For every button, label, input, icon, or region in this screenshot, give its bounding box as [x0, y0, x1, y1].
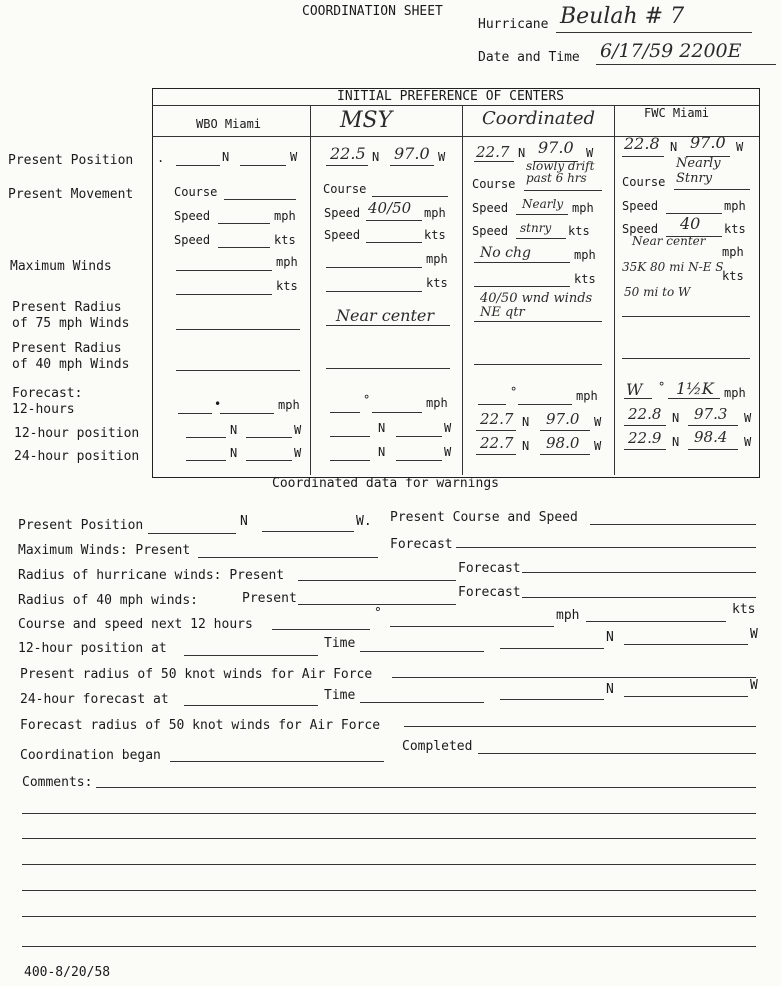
fwc-pos24-lat: 22.9 — [628, 429, 662, 447]
fwc-pos12-lat: 22.8 — [628, 405, 662, 423]
coord-pos-lon: 97.0 — [538, 138, 574, 157]
radius-hurricane-forecast-label: Forecast — [458, 561, 521, 576]
row-radius75-1: Present Radius — [12, 300, 122, 315]
course-speed-12-label: Course and speed next 12 hours — [18, 617, 253, 632]
fwc-fc-dir: W — [626, 380, 643, 399]
row-present-movement: Present Movement — [8, 187, 134, 202]
msy-speed-mph: 40/50 — [368, 199, 412, 217]
present-position-label: Present Position — [18, 518, 144, 533]
row-radius40-2: of 40 mph Winds — [12, 357, 130, 372]
coordination-began-label: Coordination began — [20, 748, 161, 763]
hurricane-label: Hurricane — [478, 17, 549, 32]
fwc-pos12-lon: 97.3 — [694, 405, 728, 423]
form-number: 400-8/20/58 — [24, 965, 111, 980]
coord-speed-kts: stnry — [520, 221, 552, 235]
fwc-max-kts2: 50 mi to W — [624, 285, 691, 299]
row-radius75-2: of 75 mph Winds — [12, 316, 130, 331]
coord-pos24-lat: 22.7 — [480, 434, 514, 452]
section-title: Coordinated data for warnings — [272, 476, 499, 491]
fwc-course: Nearly Stnry — [676, 156, 721, 186]
comments-label: Comments: — [22, 775, 93, 790]
max-winds-forecast-label: Forecast — [390, 537, 453, 552]
fwc-pos24-lon: 98.4 — [694, 428, 728, 446]
row-present-position: Present Position — [8, 153, 134, 168]
coord-pos12-lat: 22.7 — [480, 410, 514, 428]
radius40-label: Radius of 40 mph winds: — [18, 593, 199, 608]
max-winds-present-label: Maximum Winds: Present — [18, 543, 191, 558]
fwc-max-kts: 35K 80 mi N-E S — [622, 260, 724, 274]
form-title: COORDINATION SHEET — [302, 4, 443, 19]
fwc-pos-lat: 22.8 — [624, 134, 660, 153]
col-msy: MSY — [340, 108, 393, 133]
row-pos24: 24-hour position — [14, 449, 140, 464]
msy-radius75: Near center — [336, 306, 435, 325]
fwc-pos-lon: 97.0 — [690, 133, 726, 152]
coord-radius75: 40/50 wnd winds NE qtr — [480, 291, 593, 320]
fwc-max-mph: Near center — [632, 234, 706, 248]
preference-table — [152, 88, 760, 478]
forecast24-at-label: 24-hour forecast at — [20, 692, 169, 707]
coord-speed-mph: Nearly — [522, 197, 564, 211]
col-fwc-miami: FWC Miami — [644, 106, 710, 120]
coord-course: slowly drift past 6 hrs — [526, 159, 595, 185]
row-forecast-2: 12-hours — [12, 402, 75, 417]
present-course-speed-label: Present Course and Speed — [390, 510, 578, 525]
date-time-value[interactable]: 6/17/59 2200E — [600, 40, 742, 62]
coord-pos-lat: 22.7 — [476, 143, 510, 161]
msy-pos-lon: 97.0 — [394, 144, 430, 163]
forecast-radius50-label: Forecast radius of 50 knot winds for Air Force — [20, 718, 381, 733]
fwc-speed-kts: 40 — [680, 214, 701, 233]
row-forecast-1: Forecast: — [12, 386, 83, 401]
col-wbo-miami: WBO Miami — [196, 117, 262, 131]
row-pos12: 12-hour position — [14, 426, 140, 441]
row-radius40-1: Present Radius — [12, 341, 122, 356]
radius-hurricane-label: Radius of hurricane winds: Present — [18, 568, 285, 583]
completed-label: Completed — [402, 739, 473, 754]
coord-max-mph: No chg — [480, 245, 531, 261]
coord-pos24-lon: 98.0 — [546, 434, 580, 452]
coord-pos12-lon: 97.0 — [546, 410, 580, 428]
col-coordinated: Coordinated — [482, 108, 596, 129]
table-title: INITIAL PREFERENCE OF CENTERS — [337, 89, 564, 104]
hurricane-value[interactable]: Beulah # 7 — [560, 4, 685, 29]
row-maximum-winds: Maximum Winds — [10, 259, 112, 274]
msy-pos-lat: 22.5 — [330, 144, 366, 163]
fwc-fc-speed: 1½K — [676, 379, 714, 398]
radius50-present-label: Present radius of 50 knot winds for Air Force — [20, 667, 373, 682]
date-time-label: Date and Time — [478, 50, 580, 65]
pos12-at-label: 12-hour position at — [18, 641, 167, 656]
